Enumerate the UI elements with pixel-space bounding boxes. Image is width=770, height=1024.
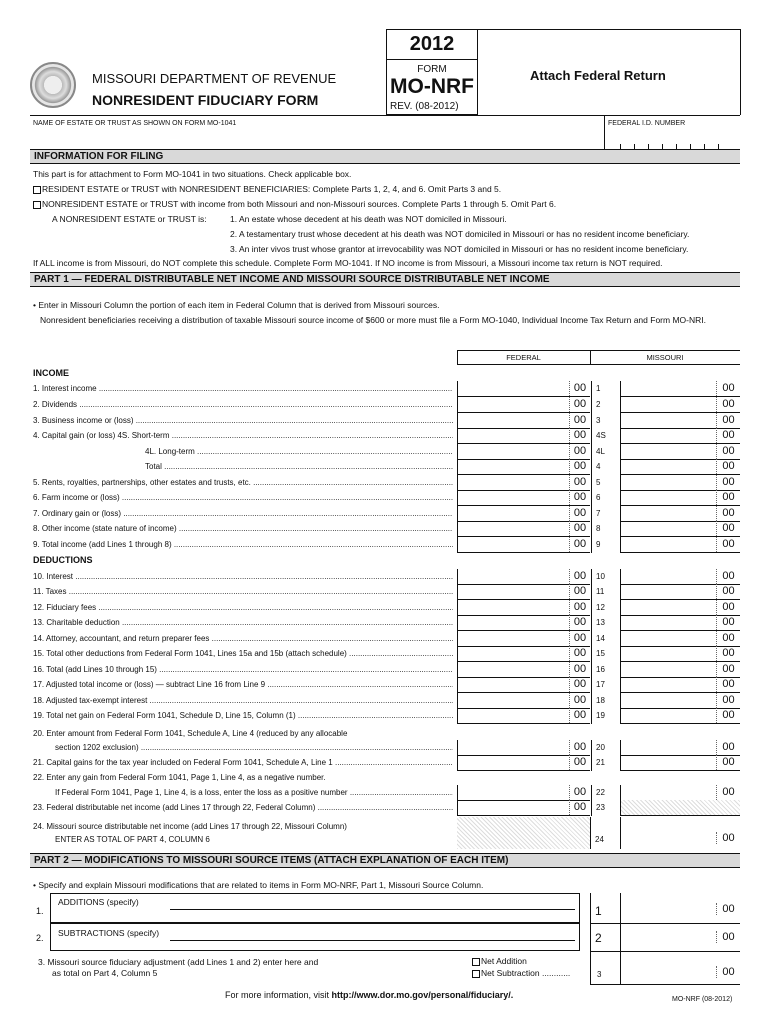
missouri-cents: 00 [716, 631, 740, 646]
federal-cents: 00 [569, 677, 590, 692]
line-4S-row [33, 428, 740, 444]
part2-line1-num: 1. [36, 906, 44, 916]
line-13-row [33, 615, 740, 631]
missouri-cents: 00 [716, 381, 740, 396]
missouri-cents: 00 [716, 600, 740, 615]
form-title: NONRESIDENT FIDUCIARY FORM [92, 92, 319, 108]
line-label: 19. Total net gain on Federal Form 1041, Schedule D, Line 15, Column (1) ..... [33, 708, 453, 723]
checkbox-nonresident-estate[interactable] [33, 201, 41, 209]
line-24-cents: 00 [716, 832, 740, 844]
missouri-cents: 00 [716, 615, 740, 630]
missouri-cents: 00 [716, 428, 740, 443]
line-label: 15. Total other deductions from Federal Form 1041, Lines 15a and 15b (attach schedule) ..... [33, 646, 453, 661]
missouri-cents: 00 [716, 785, 740, 800]
net-addition-label: Net Addition [481, 956, 527, 966]
federal-cents: 00 [569, 740, 590, 755]
form-revision: REV. (08-2012) [390, 101, 459, 112]
subtractions-specify-input[interactable] [170, 931, 575, 941]
federal-cents: 00 [569, 413, 590, 428]
agency-name: MISSOURI DEPARTMENT OF REVENUE [92, 71, 337, 86]
line-label: If Federal Form 1041, Page 1, Line 4, is a loss, enter the loss as a positive number ..... [55, 785, 453, 800]
additions-specify-input[interactable] [170, 900, 575, 910]
missouri-cents: 00 [716, 459, 740, 474]
line-label: 23. Federal distributable net income (add Lines 17 through 22, Federal Column) ..... [33, 800, 453, 815]
federal-cents: 00 [569, 569, 590, 584]
checkbox-resident-estate[interactable] [33, 186, 41, 194]
line-1-row [33, 381, 740, 397]
line-number: 23 [591, 800, 621, 816]
part1-note: Nonresident beneficiaries receiving a distribution of taxable Missouri source income of $600 or more must file a Form MO-1040, Individual Income Tax Return and Form MO-NRI. [40, 315, 706, 325]
missouri-state-seal [30, 62, 76, 108]
line-label: 14. Attorney, accountant, and return preparer fees ..... [33, 631, 453, 646]
form-year: 2012 [409, 33, 455, 55]
definition-3: 3. An inter vivos trust whose grantor at irrevocability was NOT domiciled in Missouri or has no resident income beneficiary. [230, 244, 689, 254]
net-subtraction-option[interactable]: Net Subtraction ............ [472, 968, 570, 978]
line-number: 14 [591, 631, 621, 647]
line-label: 1. Interest income ..... [33, 381, 453, 396]
part2-line1-cents: 00 [716, 903, 740, 915]
federal-cents: 00 [569, 693, 590, 708]
line-24-number: 24 [595, 835, 604, 844]
missouri-cents: 00 [716, 708, 740, 723]
line-label: 5. Rents, royalties, partnerships, other estates and trusts, etc. ..... [33, 475, 453, 490]
missouri-shaded [621, 800, 740, 816]
line-label: 17. Adjusted total income or (loss) — subtract Line 16 from Line 9 ..... [33, 677, 453, 692]
option-resident-estate[interactable] [33, 184, 501, 194]
part2-line3-text: 3. Missouri source fiduciary adjustment (add Lines 1 and 2) enter here and [38, 957, 319, 967]
line-number: 18 [591, 693, 621, 709]
line-label: 13. Charitable deduction ..... [33, 615, 453, 630]
option-nonresident-estate[interactable] [33, 199, 556, 209]
form-number: MO-NRF [390, 75, 474, 98]
line-4L-row [33, 444, 740, 460]
line-24-text: 24. Missouri source distributable net income (add Lines 17 through 22, Missouri Column) [33, 822, 347, 831]
line-5-row [33, 475, 740, 491]
line-20-row [33, 740, 740, 756]
federal-cents: 00 [569, 785, 590, 800]
missouri-cents: 00 [716, 506, 740, 521]
part1-header: PART 1 — FEDERAL DISTRIBUTABLE NET INCOME AND MISSOURI SOURCE DISTRIBUTABLE NET INCOME [30, 272, 740, 287]
federal-cents: 00 [569, 800, 590, 815]
federal-cents: 00 [569, 600, 590, 615]
line-21-row [33, 755, 740, 771]
subtractions-label: SUBTRACTIONS (specify) [58, 928, 160, 938]
line-3-row [33, 413, 740, 429]
line-number: 10 [591, 569, 621, 585]
line-11-row [33, 584, 740, 600]
line-number: 13 [591, 615, 621, 631]
part2-line3-note: as total on Part 4, Column 5 [52, 968, 158, 978]
line-number: 15 [591, 646, 621, 662]
option-nonresident-text: NONRESIDENT ESTATE or TRUST with income from both Missouri and non-Missouri sources. Complete Parts 1 through 5. Omit Part 6. [42, 199, 557, 209]
federal-cents: 00 [569, 755, 590, 770]
line-22-row [33, 785, 740, 801]
option-resident-text: RESIDENT ESTATE or TRUST with NONRESIDENT BENEFICIARIES: Complete Parts 1, 2, 4, and 6. Omit Parts 3 and 5. [42, 184, 502, 194]
line-label: 8. Other income (state nature of income) ..... [33, 521, 453, 536]
line-2-row [33, 397, 740, 413]
missouri-cents: 00 [716, 413, 740, 428]
line-label: Total ..... [145, 459, 453, 474]
line-label: 6. Farm income or (loss) ..... [33, 490, 453, 505]
checkbox-net-subtraction[interactable] [472, 970, 480, 978]
missouri-cents: 00 [716, 569, 740, 584]
line-6-row [33, 490, 740, 506]
line-number: 4 [591, 459, 621, 475]
footer-info [225, 990, 513, 1000]
net-subtraction-label: Net Subtraction [481, 968, 540, 978]
part2-header: PART 2 — MODIFICATIONS TO MISSOURI SOURCE ITEMS (ATTACH EXPLANATION OF EACH ITEM) [30, 853, 740, 868]
missouri-cents: 00 [716, 444, 740, 459]
federal-cents: 00 [569, 397, 590, 412]
line-label: 10. Interest ..... [33, 569, 453, 584]
line-number: 9 [591, 537, 621, 553]
income-heading: INCOME [33, 368, 69, 378]
federal-cents: 00 [569, 428, 590, 443]
line-label: 18. Adjusted tax-exempt interest ..... [33, 693, 453, 708]
line-19-row [33, 708, 740, 724]
info-intro: This part is for attachment to Form MO-1041 in two situations. Check applicable box. [33, 169, 352, 179]
line-15-row [33, 646, 740, 662]
part2-box-2: 2 [595, 931, 602, 945]
federal-cents: 00 [569, 459, 590, 474]
line-16-row [33, 662, 740, 678]
part2-box-3: 3 [597, 970, 602, 979]
line-label: 11. Taxes ..... [33, 584, 453, 599]
line-label: 12. Fiduciary fees ..... [33, 600, 453, 615]
federal-cents: 00 [569, 708, 590, 723]
missouri-cents: 00 [716, 646, 740, 661]
fein-label: FEDERAL I.D. NUMBER [608, 120, 686, 127]
line-label: 9. Total income (add Lines 1 through 8) ..... [33, 537, 453, 552]
line-14-row [33, 631, 740, 647]
line-9-row [33, 537, 740, 553]
missouri-cents: 00 [716, 475, 740, 490]
missouri-cents: 00 [716, 537, 740, 552]
federal-cents: 00 [569, 646, 590, 661]
line-7-row [33, 506, 740, 522]
line-label: 3. Business income or (loss) ..... [33, 413, 453, 428]
part2-line3-cents: 00 [716, 966, 740, 978]
line-number: 17 [591, 677, 621, 693]
line-number: 5 [591, 475, 621, 491]
federal-cents: 00 [569, 662, 590, 677]
federal-cents: 00 [569, 444, 590, 459]
part1-bullet-text: Enter in Missouri Column the portion of each item in Federal Column that is derived from Missouri sources. [38, 300, 440, 310]
line-18-row [33, 693, 740, 709]
missouri-cents: 00 [716, 740, 740, 755]
line-number: 6 [591, 490, 621, 506]
line-number: 7 [591, 506, 621, 522]
line-17-row [33, 677, 740, 693]
part2-line2-num: 2. [36, 933, 44, 943]
part1-bullet: • Enter in Missouri Column the portion of each item in Federal Column that is derived from Missouri sources. [33, 300, 440, 310]
part2-line2-cents: 00 [716, 931, 740, 943]
missouri-cents: 00 [716, 397, 740, 412]
additions-amount-input[interactable] [620, 893, 716, 923]
line-label: 16. Total (add Lines 10 through 15) ..... [33, 662, 453, 677]
line-number: 20 [591, 740, 621, 756]
part2-box-1: 1 [595, 904, 602, 918]
part2-bullet-text: Specify and explain Missouri modifications that are related to items in Form MO-NRF, Part 1, Missouri Source Column. [38, 880, 484, 890]
federal-cents: 00 [569, 615, 590, 630]
line-number: 22 [591, 785, 621, 801]
line-number: 4S [591, 428, 621, 444]
line-number: 4L [591, 444, 621, 460]
line-23-row [33, 800, 740, 816]
footer-url[interactable]: http://www.dor.mo.gov/personal/fiduciary/. [331, 990, 514, 1000]
federal-cents: 00 [569, 490, 590, 505]
line-label: 21. Capital gains for the tax year included on Federal Form 1041, Schedule A, Line 1 ..... [33, 755, 453, 770]
line-4-row [33, 459, 740, 475]
footer-text: For more information, visit [225, 990, 330, 1000]
line-20-text: 20. Enter amount from Federal Form 1041, Schedule A, Line 4 (reduced by any allocable [33, 729, 348, 738]
line-label: section 1202 exclusion) ..... [55, 740, 453, 755]
missouri-cents: 00 [716, 521, 740, 536]
missouri-cents: 00 [716, 490, 740, 505]
line-number: 12 [591, 600, 621, 616]
line-24-shaded [457, 817, 590, 849]
checkbox-net-addition[interactable] [472, 958, 480, 966]
attach-note: Attach Federal Return [530, 68, 666, 83]
federal-cents: 00 [569, 381, 590, 396]
missouri-cents: 00 [716, 584, 740, 599]
col-federal: FEDERAL [506, 353, 541, 362]
line-label: 4L. Long-term ..... [145, 444, 453, 459]
line-number: 19 [591, 708, 621, 724]
subtractions-amount-input[interactable] [620, 923, 716, 951]
line-number: 3 [591, 413, 621, 429]
line-number: 2 [591, 397, 621, 413]
form-label: FORM [417, 64, 447, 75]
missouri-cents: 00 [716, 662, 740, 677]
line-number: 21 [591, 755, 621, 771]
deductions-heading: DEDUCTIONS [33, 555, 93, 565]
line-number: 11 [591, 584, 621, 600]
col-missouri: MISSOURI [646, 353, 684, 362]
line-24-missouri-input[interactable] [622, 817, 714, 849]
federal-cents: 00 [569, 584, 590, 599]
missouri-cents: 00 [716, 755, 740, 770]
fiduciary-adjustment-input[interactable] [622, 955, 714, 983]
federal-cents: 00 [569, 537, 590, 552]
definition-2: 2. A testamentary trust whose decedent at his death was NOT domiciled in Missouri or has no resident income beneficiary. [230, 229, 690, 239]
line-number: 16 [591, 662, 621, 678]
line-label: 7. Ordinary gain or (loss) ..... [33, 506, 453, 521]
line-number: 1 [591, 381, 621, 397]
info-section-header: INFORMATION FOR FILING [30, 149, 740, 164]
estate-name-field[interactable] [35, 130, 595, 148]
info-note: If ALL income is from Missouri, do NOT complete this schedule. Complete Form MO-1041. If NO income is from Missouri, a Missouri income tax return is NOT required. [33, 258, 663, 268]
line-10-row [33, 569, 740, 585]
line-22-text: 22. Enter any gain from Federal Form 1041, Page 1, Line 4, as a negative number. [33, 773, 326, 782]
line-8-row [33, 521, 740, 537]
federal-cents: 00 [569, 475, 590, 490]
definition-lead: A NONRESIDENT ESTATE or TRUST is: [52, 214, 207, 224]
federal-cents: 00 [569, 506, 590, 521]
missouri-cents: 00 [716, 693, 740, 708]
footer-form-id: MO-NRF (08-2012) [672, 996, 733, 1003]
line-number: 8 [591, 521, 621, 537]
line-24-note: ENTER AS TOTAL OF PART 4, COLUMN 6 [55, 835, 210, 844]
line-label: 2. Dividends ..... [33, 397, 453, 412]
additions-label: ADDITIONS (specify) [58, 897, 139, 907]
line-12-row [33, 600, 740, 616]
definition-1: 1. An estate whose decedent at his death was NOT domiciled in Missouri. [230, 214, 507, 224]
federal-cents: 00 [569, 631, 590, 646]
line-label: 4. Capital gain (or loss) 4S. Short-term ..... [33, 428, 453, 443]
missouri-cents: 00 [716, 677, 740, 692]
part2-bullet: • Specify and explain Missouri modifications that are related to items in Form MO-NRF, Part 1, Missouri Source Column. [33, 880, 484, 890]
net-addition-option[interactable] [472, 956, 527, 966]
federal-cents: 00 [569, 521, 590, 536]
name-label: NAME OF ESTATE OR TRUST AS SHOWN ON FORM MO-1041 [33, 120, 237, 127]
